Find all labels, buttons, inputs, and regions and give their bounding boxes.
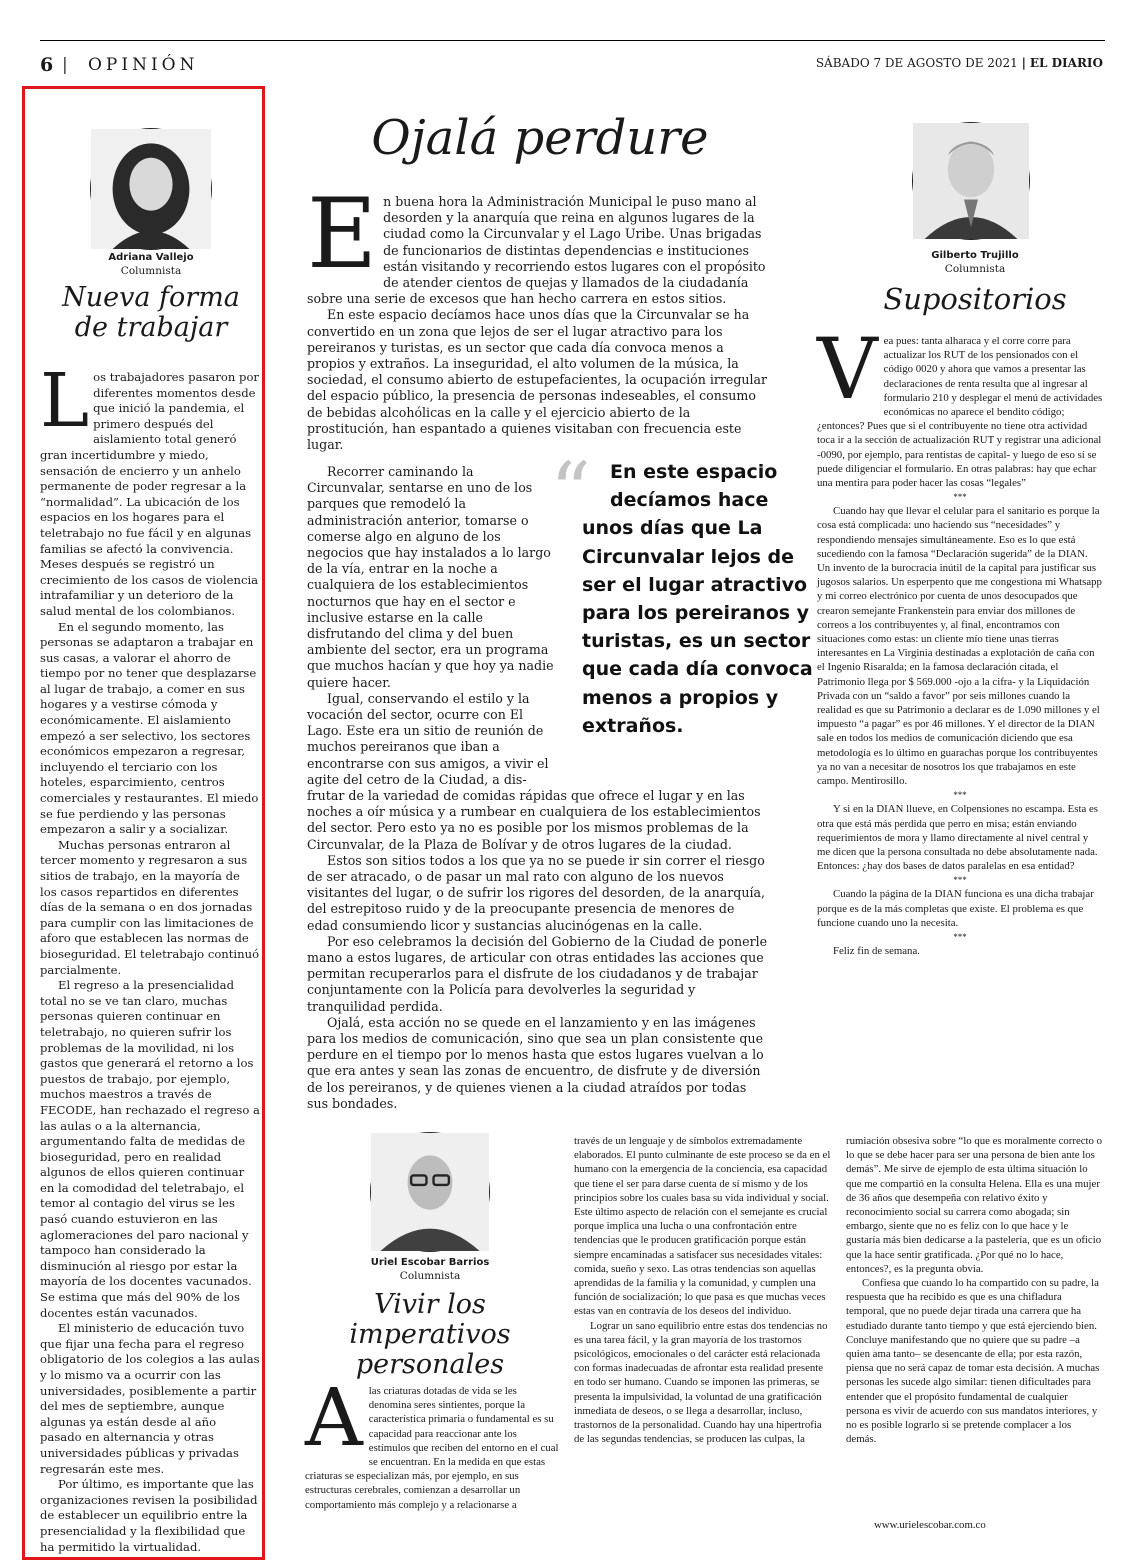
- column-title-line1: Nueva forma: [62, 282, 240, 313]
- portrait-man-glasses-icon: [371, 1133, 489, 1251]
- pull-quote-line: ser el lugar atractivo: [582, 573, 808, 596]
- author-role: Columnista: [399, 1270, 461, 1282]
- editorial-title: Ojalá perdure: [371, 110, 709, 166]
- section-break: ***: [953, 931, 967, 942]
- paragraph: Ojalá, esta acción no se quede en el lanzamiento y en las imágenes para los medios de comunicación, sino que sea un plan consistente que perdure en el tiempo por lo menos hasta que estos lugares vuelvan a lo que era antes y sean las zonas de encuentro, de disfrute y de diversión de los pereiranos, y de quienes vienen a la ciudad atraídos por todas sus bondades.: [307, 1014, 764, 1111]
- section-break: ***: [953, 875, 967, 886]
- section-name: OPINIÓN: [88, 55, 199, 75]
- author-role: Columnista: [944, 263, 1006, 275]
- section-break: ***: [953, 790, 967, 801]
- header-rule: [40, 40, 1105, 41]
- pull-quote: [582, 458, 813, 740]
- paragraph: En este espacio decíamos hace unos días que la Circunvalar se ha convertido en un zona que lejos de ser el lugar atractivo para los pereiranos y turistas, es un sector que cada día convoca menos a propios y extraños. La inseguridad, el alto volumen de la música, la sociedad, el consumo abierto de estupefacientes, la ocupación irregular del espacio público, la presencia de personas indeseables, el consumo de bebidas alcohólicas en la calle y el ejercicio abierto de la prostitución, han espantado a quienes visitaban con frecuencia este lugar.: [307, 307, 768, 453]
- paragraph: Confiesa que cuando lo ha compartido con su padre, la respuesta que ha recibido es que es una chifladura temporal, que no puede dejar tirada una carrera que ha estudiado durante tanto tiempo y que está ejerciendo bien. Concluye manifestando que no quiere que su padre –a quien ama tanto– se desencante de ella; por esta razón, piensa que no será capaz de tomar esta decisión. A muchas personas les sucede algo similar: tienen dificultades para entender que el propósito fundamental de cualquier persona es vivir de acuerdo con sus mandatos interiores, y no es posible lograrlo si se pretende complacer a los demás.: [846, 1277, 1100, 1446]
- drop-cap: V: [817, 320, 878, 418]
- page-number: 6: [40, 54, 54, 76]
- paragraph: Lograr un sano equilibrio entre estas dos tendencias no es una tarea fácil, y la gran mayoría de los trastornos psicológicos, emocionales o del carácter está relacionada con formas inadecuadas de afrontar esta realidad presente en todo ser humano. Cuando se imponen las primeras, se presenta la impulsividad, la voluntad de una gratificación inmediata de deseos, o se llega a desarrollar, incluso, trastornos de la personalidad. Cuando hay una hipertrofia de las segundas tendencias, se producen las culpas, la: [574, 1319, 828, 1446]
- pull-quote-line: decíamos hace: [610, 489, 769, 512]
- column-body-right: [817, 320, 1103, 1094]
- column-title: Supositorios: [883, 282, 1067, 316]
- dateline-divider: |: [1021, 56, 1027, 70]
- section-break: ***: [953, 492, 967, 503]
- paragraph: En el segundo momento, las personas se adaptaron a trabajar en sus casas, a valorar el ahorro de tiempo por no tener que desplazarse al lugar de trabajo, a comer en sus hogares y a vestirse cómoda y económicamente. El aislamiento empezó a ser selectivo, los sectores económicos empezaron a regresar, incluyendo el terciario con los hoteles, esparcimiento, centros comerciales y restaurantes. El miedo se fue perdiendo y las personas empezaron a salir y a socializar.: [40, 619, 259, 837]
- author-role: Columnista: [120, 265, 182, 277]
- paragraph: Por eso celebramos la decisión del Gobierno de la Ciudad de ponerle mano a estos lugares, de articular con otras entidades las acciones que permitan recuperarlos para el disfrute de los ciudadanos y de trabajar conjuntamente con la Policía para devolverles la seguridad y tranquilidad perdida.: [307, 933, 768, 1014]
- paragraph: Recorrer caminando la Circunvalar, sentarse en uno de los parques que remodeló la administración anterior, tomarse o comerse algo en alguno de los negocios que hay instalados a lo largo de la vía, entrar en la noche a cualquiera de los establecimientos nocturnos que hay en el sector e inclusive estarse en la calle disfrutando del clima y del buen ambiente del sector, era un programa que muchos hacían y que hoy ya nadie quiere hacer.: [307, 464, 554, 690]
- author-name: Gilberto Trujillo: [931, 250, 1019, 261]
- author-website: www.urielescobar.com.co: [874, 1519, 986, 1531]
- portrait-man-icon: [913, 123, 1029, 239]
- paragraph: Cuando hay que llevar el celular para el sanitario es porque la cosa está complicada: uno haciendo sus “necesidades” y respondiendo mensajes simultáneamente. Eso es lo que está sucediendo con la famosa “Declaración sugerida” de la DIAN. Un invento de la burocracia inútil de la capital para justificar sus jugosos salarios. Un esperpento que me congestiona mi Whatsapp y mi correo electrónico por cuenta de unos desocupados que crearon semejante Frankenstein para enviar dos millones de correos a los contribuyentes y, al final, encontramos con situaciones como estas: un cliente mío tiene unas tierras interesantes en La Virginia destinadas a explotación de caña con el Ingenio Risaralda; en la famosa declaración citada, el Patrimonio llega por $ 569.000 -ojo a la cifra- y la Liquidación Privada con un “saldo a favor” por seis millones cuando la realidad es que su Patrimonio a declarar es de 1.090 millones y el impuesto “a pagar” es por 46 millones. Y el director de la DIAN sale en todos los medios de comunicación diciendo que esa metodología es lo último en guarachas porque los contribuyentes ya no van a necesitar de nosotros los que trabajamos en este campo. Mentirosillo.: [817, 505, 1102, 788]
- author-photo-uriel: [370, 1132, 490, 1252]
- paragraph-text: n buena hora la Administración Municipal le puso mano al desorden y la anarquía que reina en algunos lugares de la ciudad como la Circunvalar y el Lago Uribe. Unas brigadas de funcionarios de distintas dependencias e instituciones están visitando y recorriendo estos lugares con el propósito de atender cientos de quejas y llamados de la ciudadanía sobre una serie de excesos que han hecho carrera en estos sitios.: [307, 194, 766, 307]
- paragraph: Cuando la página de la DIAN funciona es una dicha trabajar porque es de la más completas que existe. El problema es que funcione cuando uno la necesita.: [817, 888, 1094, 929]
- article-body-col3: [846, 1134, 1104, 1518]
- pull-quote-line: para los pereiranos y: [582, 602, 810, 625]
- newspaper-name: EL DIARIO: [1029, 56, 1103, 70]
- pull-quote-line: extraños.: [582, 714, 684, 737]
- pull-quote-line: Circunvalar lejos de: [582, 545, 795, 568]
- paragraph: El ministerio de educación tuvo que fijar una fecha para el regreso obligatorio de los colegios a las aulas y lo mismo va a ocurrir con las universidades, posiblemente a partir del mes de septiembre, aunque algunas ya están desde al año pasado en alternancia y otras universidades públicas y privadas regresarán este mes.: [40, 1321, 260, 1476]
- paragraph: Igual, conservando el estilo y la vocación del sector, ocurre con El Lago. Este era un sitio de reunión de muchos pereiranos que iban a encontrarse con sus amigos, a vivir el agite del cetro de la Ciudad, a dis-: [307, 690, 549, 787]
- editorial-body-bottom: [307, 788, 769, 1111]
- paragraph: [305, 1371, 559, 1512]
- paragraph-text: ea pues: tanta alharaca y el corre corre para actualizar los RUT de los pensionados con el código 0020 y ahora que vamos a presentar las declaraciones de renta resulta que al ingresar al formulario 210 y desplegar el menú de actividades económicas no aparece el bendito código; ¿entonces? Pues que si el contribuyente no tiene otra actividad toca ir a la sección de actualización RUT y registrar una adicional -0090, por ejemplo, para rentistas de capital- y luego de eso sí se puede diligenciar el formulario. En otras palabras: hay que echar una mentira para poder hacer las cosas “legales”: [817, 335, 1103, 490]
- pull-quote-line: menos a propios y: [582, 686, 779, 709]
- column-title-line1: Vivir los imperativos: [349, 1289, 511, 1351]
- paragraph-text: os trabajadores pasaron por diferentes momentos desde que inició la pandemia, el primero después del aislamiento total generó gran incertidumbre y miedo, sensación de encierro y un anhelo permanente de poder regresar a la “normalidad”. La ubicación de los espacios en los hogares para el teletrabajo no fue fácil y en algunas familias se afectó la convivencia. Meses después se registró un crecimiento de los casos de violencia intrafamiliar y un deterioro de la salud mental de los colombianos.: [40, 370, 259, 618]
- paragraph: través de un lenguaje y de símbolos extremadamente elaborados. El punto culminante de este proceso se da en el humano con la emergencia de la conciencia, esa capacidad que tiene el ser para darse cuenta de sí mismo y de los principios sobre los cuales basa su vida individual y social. Este último aspecto de relación con el semejante es crucial porque implica una lucha o una confrontación entre tendencias que le producen gratificación porque están siempre encaminadas a satisfacer sus necesidades vitales: comida, sueño y sexo. Las otras tendencias son aquellas aprendidas de la familia y la comunidad, y cumplen una función de socialización; lo que pasa es que muchas veces estas van en contravía de los deseos del individuo.: [574, 1135, 831, 1318]
- column-title-line2: personales: [355, 1349, 505, 1381]
- author-name: Uriel Escobar Barrios: [370, 1257, 490, 1268]
- issue-date: SÁBADO 7 DE AGOSTO DE 2021: [815, 56, 1018, 70]
- pull-quote-line: que cada día convoca: [582, 658, 813, 681]
- author-photo-gilberto: [912, 122, 1030, 240]
- paragraph: [307, 178, 769, 307]
- paragraph: Por último, es importante que las organizaciones revisen la posibilidad de establecer un equilibrio entre la presencialidad y la flexibilidad que ha permitido la virtualidad.: [40, 1477, 258, 1554]
- paragraph: Estos son sitios todos a los que ya no se puede ir sin correr el riesgo de ser atracado, o de pasar un mal rato con alguno de los nuevos visitantes del lugar, o de sufrir los rigores del desorden, de la anarquía, del estrepitoso ruido y de la preocupante presencia de menores de edad consumiendo licor y sustancias alucinógenas en la calle.: [307, 852, 765, 933]
- header-separator: |: [62, 55, 68, 75]
- article-body-col2: [574, 1134, 832, 1536]
- paragraph: Muchas personas entraron al tercer momento y regresaron a sus sitios de trabajo, en la mayoría de los casos repartidos en diferentes días de la semana o en dos jornadas para cumplir con las limitaciones de aforo que establecen las normas de bioseguridad. El teletrabajo continuó parcialmente.: [40, 837, 260, 977]
- editorial-body-top: [307, 178, 769, 464]
- editorial-body-narrow: [307, 464, 555, 788]
- paragraph: [817, 320, 1103, 490]
- paragraph: Y si en la DIAN llueve, en Colpensiones no escampa. Esta es otra que está más perdida que perro en misa; están enviando requerimientos de mora y llamo directamente al nivel central y me dicen que la persona consultada no debe absolutamente nada. Entonces: ¿hay dos bases de datos paralelas en esa entidad?: [817, 803, 1098, 873]
- paragraph: frutar de la variedad de comidas rápidas que ofrece el lugar y en las noches a oír música y a rumbear en cualquiera de los establecimientos del sector. Pero esto ya no es posible por los mismos problemas de la Circunvalar, de la Plaza de Bolívar y de otros lugares de la ciudad.: [307, 788, 761, 852]
- article-body-col1: [305, 1371, 559, 1534]
- selection-highlight-box: [22, 86, 265, 1560]
- pull-quote-line: unos días que La: [582, 517, 763, 540]
- dateline: [816, 56, 1103, 70]
- paragraph-text: las criaturas dotadas de vida se les denomina seres sintientes, porque la característica primaria o fundamental es su capacidad para reaccionar ante los estímulos que reciben del entorno en el cual se encuentran. En la medida en que estas criaturas se especializan más, por ejemplo, en sus estructuras cerebrales, comienzan a desarrollar un comportamiento más complejo y a relacionarse a: [305, 1385, 559, 1511]
- pull-quote-line: En este espacio: [610, 461, 778, 483]
- paragraph: rumiación obsesiva sobre “lo que es moralmente correcto o lo que se debe hacer para ser una persona de bien ante los demás”. Me sirve de ejemplo de esta última situación lo que me compartió en la consulta Helena. Ella es una mujer de 36 años que desempeña con relativo éxito y reconocimiento social su carrera como abogada; sin embargo, siente que no es feliz con lo que hace y le gustaría más bien dedicarse a la pastelería, que es un oficio que la hace sentir gratificada. ¿Por qué no lo hace, entonces?, es la pregunta obvia.: [846, 1135, 1103, 1275]
- paragraph: Feliz fin de semana.: [833, 944, 920, 957]
- column-title-line2: de trabajar: [74, 312, 228, 344]
- pull-quote-line: turistas, es un sector: [582, 630, 811, 653]
- column-title: [294, 1290, 566, 1381]
- drop-cap: E: [307, 178, 378, 290]
- quote-mark-icon: “: [550, 445, 591, 538]
- drop-cap: L: [40, 358, 90, 444]
- author-name: Adriana Vallejo: [108, 252, 194, 263]
- paragraph: El regreso a la presencialidad total no se ve tan claro, muchas personas quieren continuar en teletrabajo, no quieren sufrir los problemas de la movilidad, ni los gastos que generará el retorno a los puestos de trabajo, por ejemplo, muchos maestros a través de FECODE, han rechazado el regreso a las aulas o a la alternancia, argumentando falta de medidas de bioseguridad, pero en realidad algunos de ellos quieren continuar en la comodidad del teletrabajo, el temor al contagio del virus se les pasó cuando estuvieron en las aglomeraciones del paro nacional y tampoco han considerado la disminución al riesgo por estar la mayoría de los docentes vacunados. Se estima que más del 90% de los docentes están vacunados.: [40, 978, 260, 1320]
- drop-cap: A: [305, 1371, 363, 1464]
